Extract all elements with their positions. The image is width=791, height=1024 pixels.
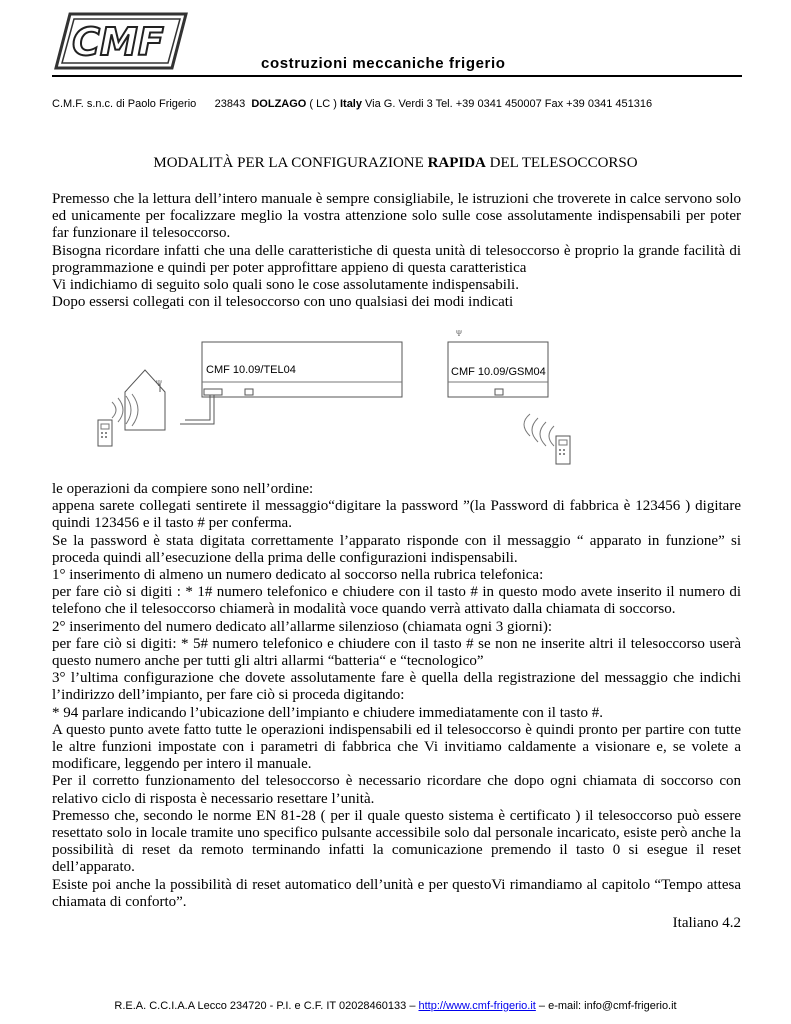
intro-paragraph: Dopo essersi collegati con il telesoccorso con uno qualsiasi dei modi indicati (52, 294, 514, 311)
cmf-logo (52, 10, 190, 72)
version-label: Italiano 4.2 (672, 915, 741, 932)
body-paragraph: Se la password è stata digitata correttamente l’apparato risponde con il messaggio “ apparato in funzione” si proceda quindi all’esecuzione della prima delle configurazioni indispensabili. (52, 532, 741, 566)
body-paragraph: Per il corretto funzionamento del telesoccorso è necessario ricordare che dopo ogni chiamata di soccorso con relativo ciclo di risposta è necessario resettare l’unità. (52, 773, 741, 807)
connection-diagram (90, 322, 630, 472)
address-street: Via G. Verdi 3 Tel. +39 0341 450007 Fax +39 0341 451316 (361, 98, 653, 110)
body-paragraph: le operazioni da compiere sono nell’ordine: (52, 481, 314, 497)
logo-text: CMF (72, 20, 164, 64)
page-footer (0, 1000, 791, 1012)
title-before: MODALITÀ PER LA CONFIGURAZIONE (153, 155, 428, 171)
footer-email: – e-mail: info@cmf-frigerio.it (535, 1000, 677, 1012)
tel-device-label: CMF 10.09/TEL04 (206, 364, 296, 376)
footer-text: R.E.A. C.C.I.A.A Lecco 234720 - P.I. e C.F. IT 02028460133 – (114, 1000, 419, 1012)
page-title (0, 155, 791, 172)
body-paragraph: Premesso che, secondo le norme EN 81-28 ( per il quale questo sistema è certificato ) il telesoccorso può essere resettato solo in locale tramite uno specifico pulsante accessibile solo dal personale incaricato, esiste però anche la possibilità di reset da remoto terminando infatti la comunicazione premendo il tasto 0 si esegue il reset dell’apparato. (52, 807, 741, 876)
body-paragraph: 1° inserimento di almeno un numero dedicato al soccorso nella rubrica telefonica: (52, 567, 544, 584)
svg-text:Ψ: Ψ (156, 379, 162, 388)
address-prov: ( LC ) (306, 98, 340, 110)
gsm-device-label: CMF 10.09/GSM04 (451, 366, 546, 378)
company-name: costruzioni meccaniche frigerio (261, 55, 506, 72)
address-city: DOLZAGO (251, 98, 307, 110)
body-paragraph: per fare ciò si digiti: * 5# numero telefonico e chiudere con il tasto # se non ne inserite altri il telesoccorso userà questo numero anche per tutti gli altri allarmi “batteria“ e “tecnologico” (52, 635, 741, 670)
body-paragraph: A questo punto avete fatto tutte le operazioni indispensabili ed il telesoccorso è quindi pronto per partire con tutte le altre funzioni impostate con i parametri di fabbrica che Vi invitiamo caldamente a visionare e, se volete a modificare, leggendo per intero il manuale. (52, 721, 741, 773)
address-name: C.M.F. s.n.c. di Paolo Frigerio (52, 98, 197, 110)
intro-paragraph: Bisogna ricordare infatti che una delle caratteristiche di questa unità di telesoccorso è proprio la grande facilità di programmazione e quindi per poter approfittare appieno di questa caratteristica (52, 242, 741, 276)
website-link[interactable]: http://www.cmf-frigerio.it (418, 1000, 536, 1012)
gsm-antenna-icon: Ψ (456, 329, 462, 338)
body-text (52, 481, 741, 932)
body-paragraph: appena sarete collegati sentirete il messaggio“digitare la password ”(la Password di fabbrica è 123456 ) digitare quindi 123456 e il tasto # per conferma. (52, 498, 741, 532)
address-cap: 23843 (214, 98, 246, 110)
header-rule (52, 75, 742, 77)
body-paragraph: 2° inserimento del numero dedicato all’allarme silenzioso (chiamata ogni 3 giorni): (52, 618, 553, 635)
intro-text (52, 191, 741, 311)
body-paragraph: Esiste poi anche la possibilità di reset automatico dell’unità e per questoVi rimandiamo al capitolo “Tempo attesa chiamata di conforto”. (52, 876, 741, 910)
body-paragraph: per fare ciò si digiti : * 1# numero telefonico e chiudere con il tasto # in questo modo avete inserito il numero di telefono che il telesoccorso chiamerà in modalità voce quando verrà attivato dalla chiamata di soccorso. (52, 584, 741, 618)
title-after: DEL TELESOCCORSO (485, 155, 638, 171)
body-paragraph: 3° l’ultima configurazione che dovete assolutamente fare è quella della registrazione del messaggio che indichi l’indirizzo dell’impianto, per fare ciò si proceda digitando: (52, 670, 741, 704)
title-bold: RAPIDA (427, 155, 486, 171)
address-country: Italy (339, 98, 362, 110)
intro-paragraph: Vi indichiamo di seguito solo quali sono le cose assolutamente indispensabili. (52, 277, 519, 294)
body-paragraph: * 94 parlare indicando l’ubicazione dell’impianto e chiudere immediatamente con il tasto #. (52, 704, 604, 721)
intro-paragraph: Premesso che la lettura dell’intero manuale è sempre consigliabile, le istruzioni che troverete in calce servono solo ed unicamente per focalizzare meglio la vostra attenzione solo sulle cose assolutamente indispensabili per poter far funzionare il telesoccorso. (52, 191, 741, 242)
company-address (52, 98, 652, 110)
